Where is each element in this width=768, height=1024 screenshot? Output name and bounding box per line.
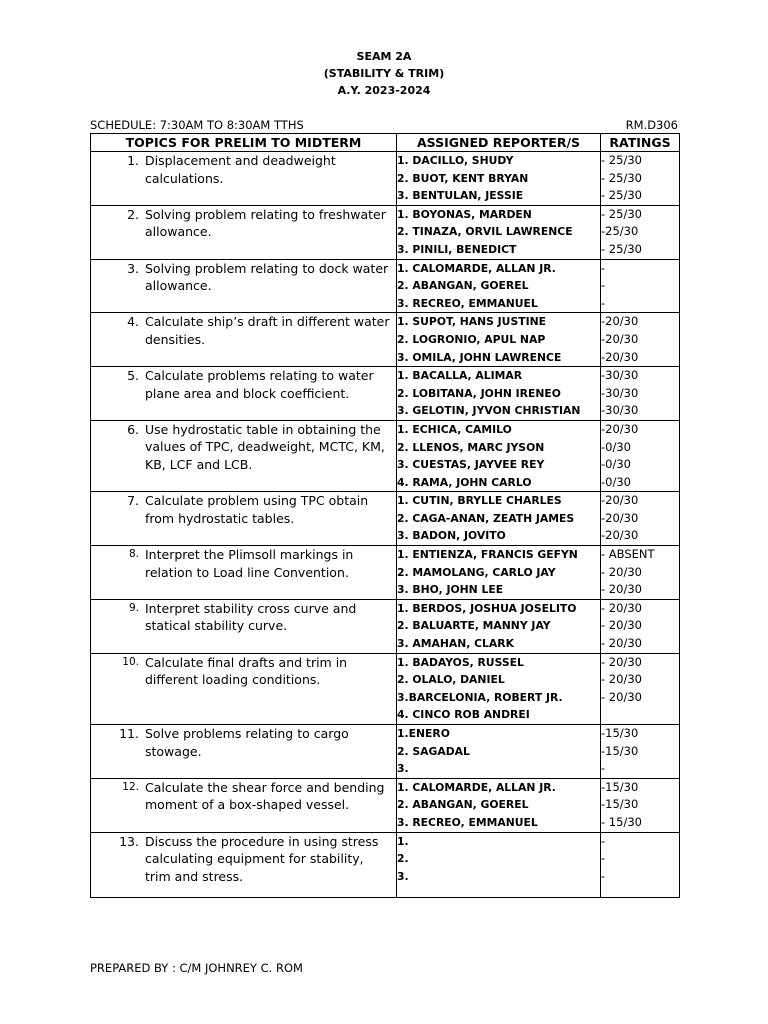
topic-text: Solve problems relating to cargo stowage. — [145, 726, 349, 759]
rating-value: -20/30 — [601, 314, 639, 329]
reporters-cell — [397, 367, 601, 421]
topic-text: Calculate problems relating to water plane area and block coefficient. — [145, 368, 374, 401]
topic-number: 9. — [128, 601, 139, 614]
reporters-cell — [397, 653, 601, 724]
reporter-name: 2. SAGADAL — [397, 744, 470, 758]
rating-value: -20/30 — [601, 331, 639, 346]
table-row — [91, 152, 680, 206]
topic-text: Solving problem relating to dock water allowance. — [145, 260, 389, 294]
topic-cell — [91, 832, 397, 897]
schedule-time: SCHEDULE: 7:30AM TO 8:30AM TTHS — [90, 118, 304, 132]
rating-value: - — [601, 851, 606, 866]
rating-value: - 20/30 — [601, 672, 642, 687]
reporter-name: 1.ENERO — [397, 727, 450, 740]
reporter-name: 3. BENTULAN, JESSIE — [397, 189, 524, 203]
reporter-name: 1. ECHICA, CAMILO — [397, 422, 512, 436]
prepared-by: PREPARED BY : C/M JOHNREY C. ROM — [90, 961, 303, 975]
rating-value: -15/30 — [601, 726, 639, 740]
topic-cell — [91, 367, 397, 421]
topic-number: 8. — [128, 548, 139, 561]
document-subtitle: (STABILITY & TRIM) — [323, 67, 445, 80]
topic-number: 2. — [127, 206, 139, 222]
reporter-name: 1. CUTIN, BRYLLE CHARLES — [397, 494, 562, 508]
topic-cell — [91, 313, 397, 367]
topic-text: Calculate the shear force and bending moment of a box-shaped vessel. — [145, 779, 385, 813]
reporter-name: 3. RECREO, EMMANUEL — [397, 815, 538, 829]
header-ratings: RATINGS — [601, 134, 680, 152]
topic-text: Use hydrostatic table in obtaining the values of TPC, deadweight, MCTC, KM, KB, LCF and LCB. — [145, 421, 385, 472]
reporter-name: 2. LLENOS, MARC JYSON — [397, 440, 545, 454]
rating-value: - 15/30 — [601, 814, 642, 829]
topic-number: 5. — [127, 368, 139, 384]
reporter-name: 3. — [397, 869, 409, 883]
reporter-name: 3. PINILI, BENEDICT — [397, 242, 517, 256]
topic-number: 1. — [127, 153, 139, 168]
topic-text: Interpret stability cross curve and statical stability curve. — [145, 600, 357, 634]
topic-number: 13. — [119, 833, 139, 849]
table-row — [91, 778, 680, 832]
reporter-name: 1. CALOMARDE, ALLAN JR. — [397, 780, 556, 794]
reporter-name: 2. — [397, 852, 409, 866]
reporter-name: 1. ENTIENZA, FRANCIS GEFYN — [397, 548, 578, 562]
ratings-cell — [601, 653, 680, 724]
rating-value: - 20/30 — [601, 636, 642, 651]
reporter-name: 3. — [397, 762, 409, 776]
topic-number: 3. — [127, 260, 139, 276]
reporter-name: 1. SUPOT, HANS JUSTINE — [397, 315, 547, 329]
ratings-cell — [601, 725, 680, 779]
reporter-name: 3. CUESTAS, JAYVEE REY — [397, 458, 545, 472]
reporter-name: 1. BOYONAS, MARDEN — [397, 207, 532, 221]
room-number: RM.D306 — [625, 118, 678, 132]
table-row — [91, 205, 680, 259]
reporter-name: 4. CINCO ROB ANDREI — [397, 708, 530, 722]
rating-value: - 25/30 — [601, 241, 642, 256]
table-row — [91, 492, 680, 546]
reporter-name: 3. RECREO, EMMANUEL — [397, 296, 538, 310]
reporters-cell — [397, 313, 601, 367]
reporters-cell — [397, 152, 601, 206]
reporters-cell — [397, 420, 601, 491]
rating-value: -25/30 — [601, 224, 639, 239]
ratings-cell — [601, 205, 680, 259]
reporter-name: 3. GELOTIN, JYVON CHRISTIAN — [397, 404, 581, 418]
topic-number: 12. — [122, 780, 139, 793]
rating-value: - 20/30 — [601, 582, 642, 597]
ratings-cell — [601, 313, 680, 367]
table-row — [91, 653, 680, 724]
table-row — [91, 420, 680, 491]
topic-cell — [91, 653, 397, 724]
rating-value: - 25/30 — [601, 188, 642, 203]
rating-value: -20/30 — [601, 349, 639, 364]
reporter-name: 2. LOBITANA, JOHN IRENEO — [397, 386, 561, 400]
header-reporters: ASSIGNED REPORTER/S — [397, 134, 601, 152]
rating-value: - — [601, 278, 606, 293]
document-title: SEAM 2A — [356, 50, 412, 63]
reporters-cell — [397, 205, 601, 259]
ratings-cell — [601, 420, 680, 491]
topic-number: 11. — [119, 726, 139, 741]
reporter-name: 2. BALUARTE, MANNY JAY — [397, 619, 551, 633]
ratings-cell — [601, 546, 680, 600]
rating-value: - 25/30 — [601, 153, 642, 167]
ratings-cell — [601, 367, 680, 421]
reporter-name: 3. BADON, JOVITO — [397, 529, 506, 543]
rating-value: - — [601, 295, 606, 310]
ratings-cell — [601, 832, 680, 897]
rating-value: -20/30 — [601, 510, 639, 525]
reporter-name: 4. RAMA, JOHN CARLO — [397, 475, 532, 489]
reporter-name: 1. DACILLO, SHUDY — [397, 154, 514, 167]
reporter-name: 1. CALOMARDE, ALLAN JR. — [397, 261, 556, 275]
table-row — [91, 599, 680, 653]
topic-cell — [91, 205, 397, 259]
table-row — [91, 367, 680, 421]
reporter-name: 2. ABANGAN, GOEREL — [397, 279, 529, 293]
topic-text: Solving problem relating to freshwater allowance. — [145, 206, 386, 240]
table-row — [91, 546, 680, 600]
reporters-cell — [397, 492, 601, 546]
topic-number: 6. — [127, 421, 139, 437]
reporters-cell — [397, 546, 601, 600]
reporter-name: 1. BACALLA, ALIMAR — [397, 369, 523, 383]
rating-value: -0/30 — [601, 474, 631, 489]
topic-cell — [91, 152, 397, 206]
reporter-name: 3. BHO, JOHN LEE — [397, 583, 504, 597]
header-topics: TOPICS FOR PRELIM TO MIDTERM — [91, 134, 397, 152]
topic-text: Discuss the procedure in using stress calculating equipment for stability, trim and stress. — [145, 833, 379, 884]
rating-value: - 25/30 — [601, 206, 642, 221]
topic-text: Displacement and deadweight calculations. — [145, 153, 336, 186]
rating-value: -15/30 — [601, 743, 639, 758]
reporter-name: 2. TINAZA, ORVIL LAWRENCE — [397, 225, 573, 239]
reporter-name: 3. AMAHAN, CLARK — [397, 637, 514, 651]
rating-value: - 20/30 — [601, 618, 642, 633]
rating-value: - — [601, 761, 606, 776]
reporters-cell — [397, 778, 601, 832]
topic-cell — [91, 492, 397, 546]
rating-value: -20/30 — [601, 421, 639, 436]
reporters-cell — [397, 599, 601, 653]
ratings-cell — [601, 259, 680, 313]
topic-cell — [91, 599, 397, 653]
reporter-name: 2. LOGRONIO, APUL NAP — [397, 332, 546, 346]
topic-cell — [91, 725, 397, 779]
rating-value: - 20/30 — [601, 564, 642, 579]
rating-value: - 20/30 — [601, 654, 642, 669]
topic-text: Interpret the Plimsoll markings in relation to Load line Convention. — [145, 547, 354, 580]
table-row — [91, 259, 680, 313]
rating-value: - 20/30 — [601, 600, 642, 615]
schedule-line — [90, 118, 678, 133]
table-header-row — [91, 134, 680, 152]
topic-number: 7. — [127, 493, 139, 509]
table-row — [91, 832, 680, 897]
table-row — [91, 313, 680, 367]
reporter-name: 1. BADAYOS, RUSSEL — [397, 655, 524, 669]
ratings-cell — [601, 152, 680, 206]
topic-text: Calculate final drafts and trim in different loading conditions. — [145, 654, 348, 688]
reporters-cell — [397, 259, 601, 313]
topic-cell — [91, 778, 397, 832]
ratings-cell — [601, 492, 680, 546]
table-row — [91, 725, 680, 779]
topic-text: Calculate ship’s draft in different water densities. — [145, 314, 390, 347]
rating-value: - 20/30 — [601, 689, 642, 704]
reporter-name: 3.BARCELONIA, ROBERT JR. — [397, 690, 563, 704]
rating-value: - 25/30 — [601, 170, 642, 185]
rating-value: -30/30 — [601, 403, 639, 418]
rating-value — [601, 706, 679, 724]
topics-table — [90, 133, 680, 898]
rating-value: -30/30 — [601, 385, 639, 400]
rating-value: -20/30 — [601, 493, 639, 508]
reporter-name: 2. BUOT, KENT BRYAN — [397, 171, 529, 185]
ratings-cell — [601, 778, 680, 832]
reporter-name: 3. OMILA, JOHN LAWRENCE — [397, 350, 562, 364]
reporter-name: 2. OLALO, DANIEL — [397, 673, 505, 687]
reporters-cell — [397, 832, 601, 897]
rating-value: -0/30 — [601, 439, 631, 454]
academic-year: A.Y. 2023-2024 — [337, 84, 431, 97]
reporter-name: 1. BERDOS, JOSHUA JOSELITO — [397, 601, 577, 615]
ratings-cell — [601, 599, 680, 653]
reporters-cell — [397, 725, 601, 779]
topic-number: 4. — [127, 314, 139, 330]
rating-value: - — [601, 868, 606, 883]
rating-value: -0/30 — [601, 457, 631, 472]
rating-value: - ABSENT — [601, 547, 655, 562]
topic-cell — [91, 546, 397, 600]
rating-value: -15/30 — [601, 797, 639, 812]
reporter-name: 2. CAGA-ANAN, ZEATH JAMES — [397, 511, 575, 525]
topic-cell — [91, 259, 397, 313]
reporter-name: 1. — [397, 834, 409, 848]
reporter-name: 2. MAMOLANG, CARLO JAY — [397, 565, 556, 579]
rating-value: - — [601, 260, 606, 275]
rating-value: - — [601, 833, 606, 848]
rating-value: -20/30 — [601, 528, 639, 543]
topic-cell — [91, 420, 397, 491]
topic-number: 10. — [122, 655, 139, 668]
reporter-name: 2. ABANGAN, GOEREL — [397, 798, 529, 812]
rating-value: -30/30 — [601, 368, 639, 383]
rating-value: -15/30 — [601, 779, 639, 794]
topic-text: Calculate problem using TPC obtain from hydrostatic tables. — [145, 493, 369, 526]
